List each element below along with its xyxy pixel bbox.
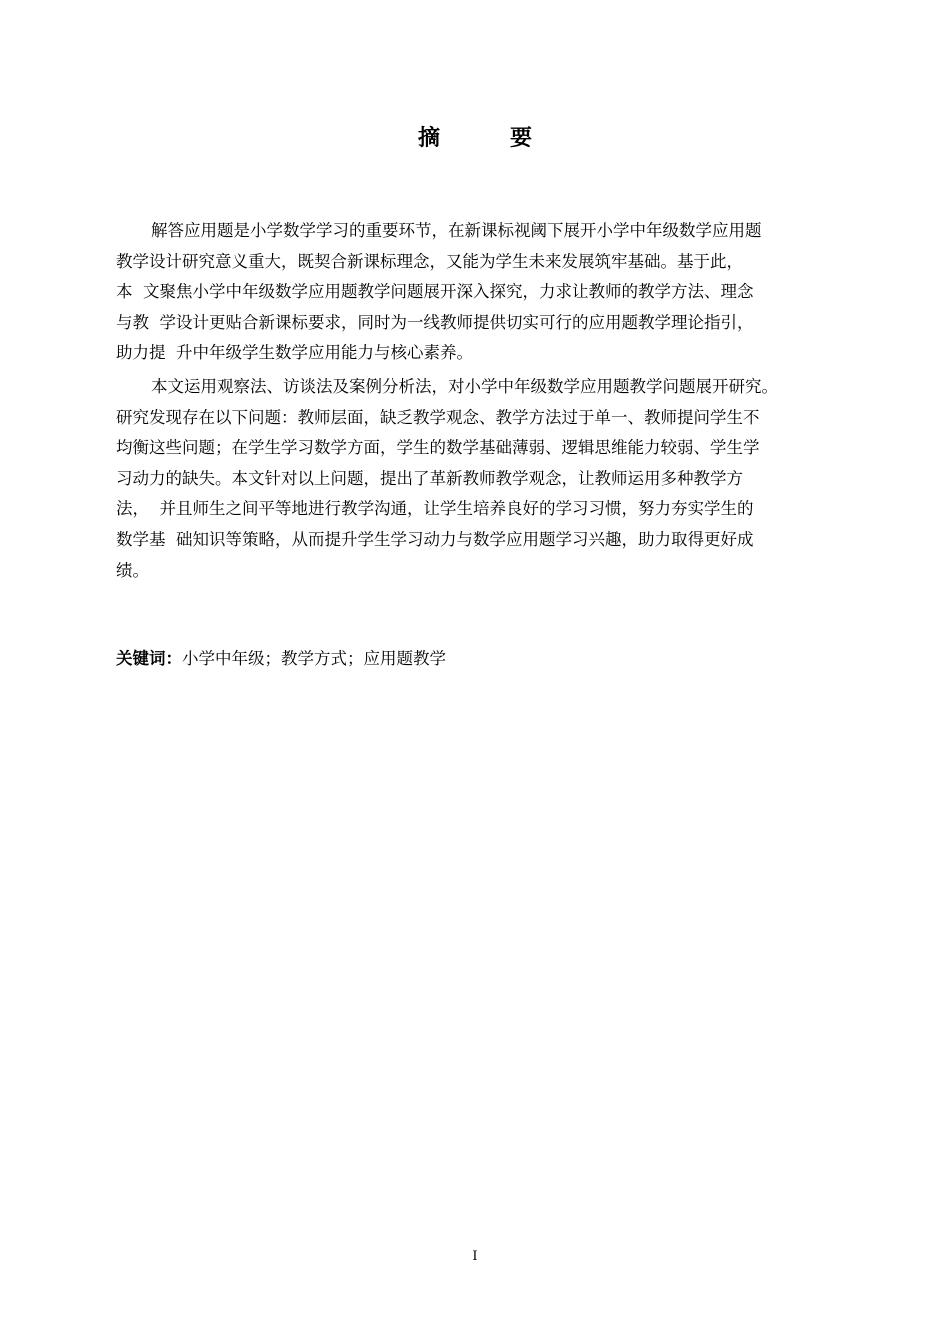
abstract-paragraph-2 <box>116 372 858 586</box>
paragraph-line: 均衡这些问题；在学生学习数学方面，学生的数学基础薄弱、逻辑思维能力较弱、学生学 <box>116 438 760 458</box>
abstract-body <box>116 216 858 589</box>
paragraph-line: 习动力的缺失。本文针对以上问题，提出了革新教师教学观念，让教师运用多种教学方 <box>116 468 743 488</box>
page-number: I <box>472 1249 478 1264</box>
keywords-label: 关键词： <box>116 649 182 668</box>
keywords-value: 小学中年级；教学方式；应用题教学 <box>182 649 446 668</box>
abstract-paragraph-1 <box>116 216 858 369</box>
paragraph-line: 解答应用题是小学数学学习的重要环节，在新课标视阈下展开小学中年级数学应用题 <box>151 221 762 240</box>
paragraph-line: 研究发现存在以下问题：教师层面，缺乏教学观念、教学方法过于单一、教师提问学生不 <box>116 407 760 427</box>
paragraph-line: 与教 学设计更贴合新课标要求，同时为一线教师提供切实可行的应用题教学理论指引， <box>116 312 754 332</box>
paragraph-line: 本 文聚焦小学中年级数学应用题教学问题展开深入探究，力求让教师的教学方法、理念 <box>116 282 754 302</box>
paragraph-line: 助力提 升中年级学生数学应用能力与核心素养。 <box>116 343 473 363</box>
keywords-line <box>116 645 858 673</box>
paragraph-line: 法， 并且师生之间平等地进行教学沟通，让学生培养良好的学习习惯，努力夯实学生的 <box>116 499 754 519</box>
paragraph-line: 教学设计研究意义重大，既契合新课标理念，又能为学生未来发展筑牢基础。基于此， <box>116 251 743 271</box>
page-title: 摘 要 <box>417 126 556 151</box>
paragraph-line: 数学基 础知识等策略，从而提升学生学习动力与数学应用题学习兴趣，助力取得更好成 <box>116 529 754 549</box>
paragraph-line: 绩。 <box>116 560 149 580</box>
paragraph-line: 本文运用观察法、访谈法及案例分析法，对小学中年级数学应用题教学问题展开研究。 <box>151 376 778 396</box>
